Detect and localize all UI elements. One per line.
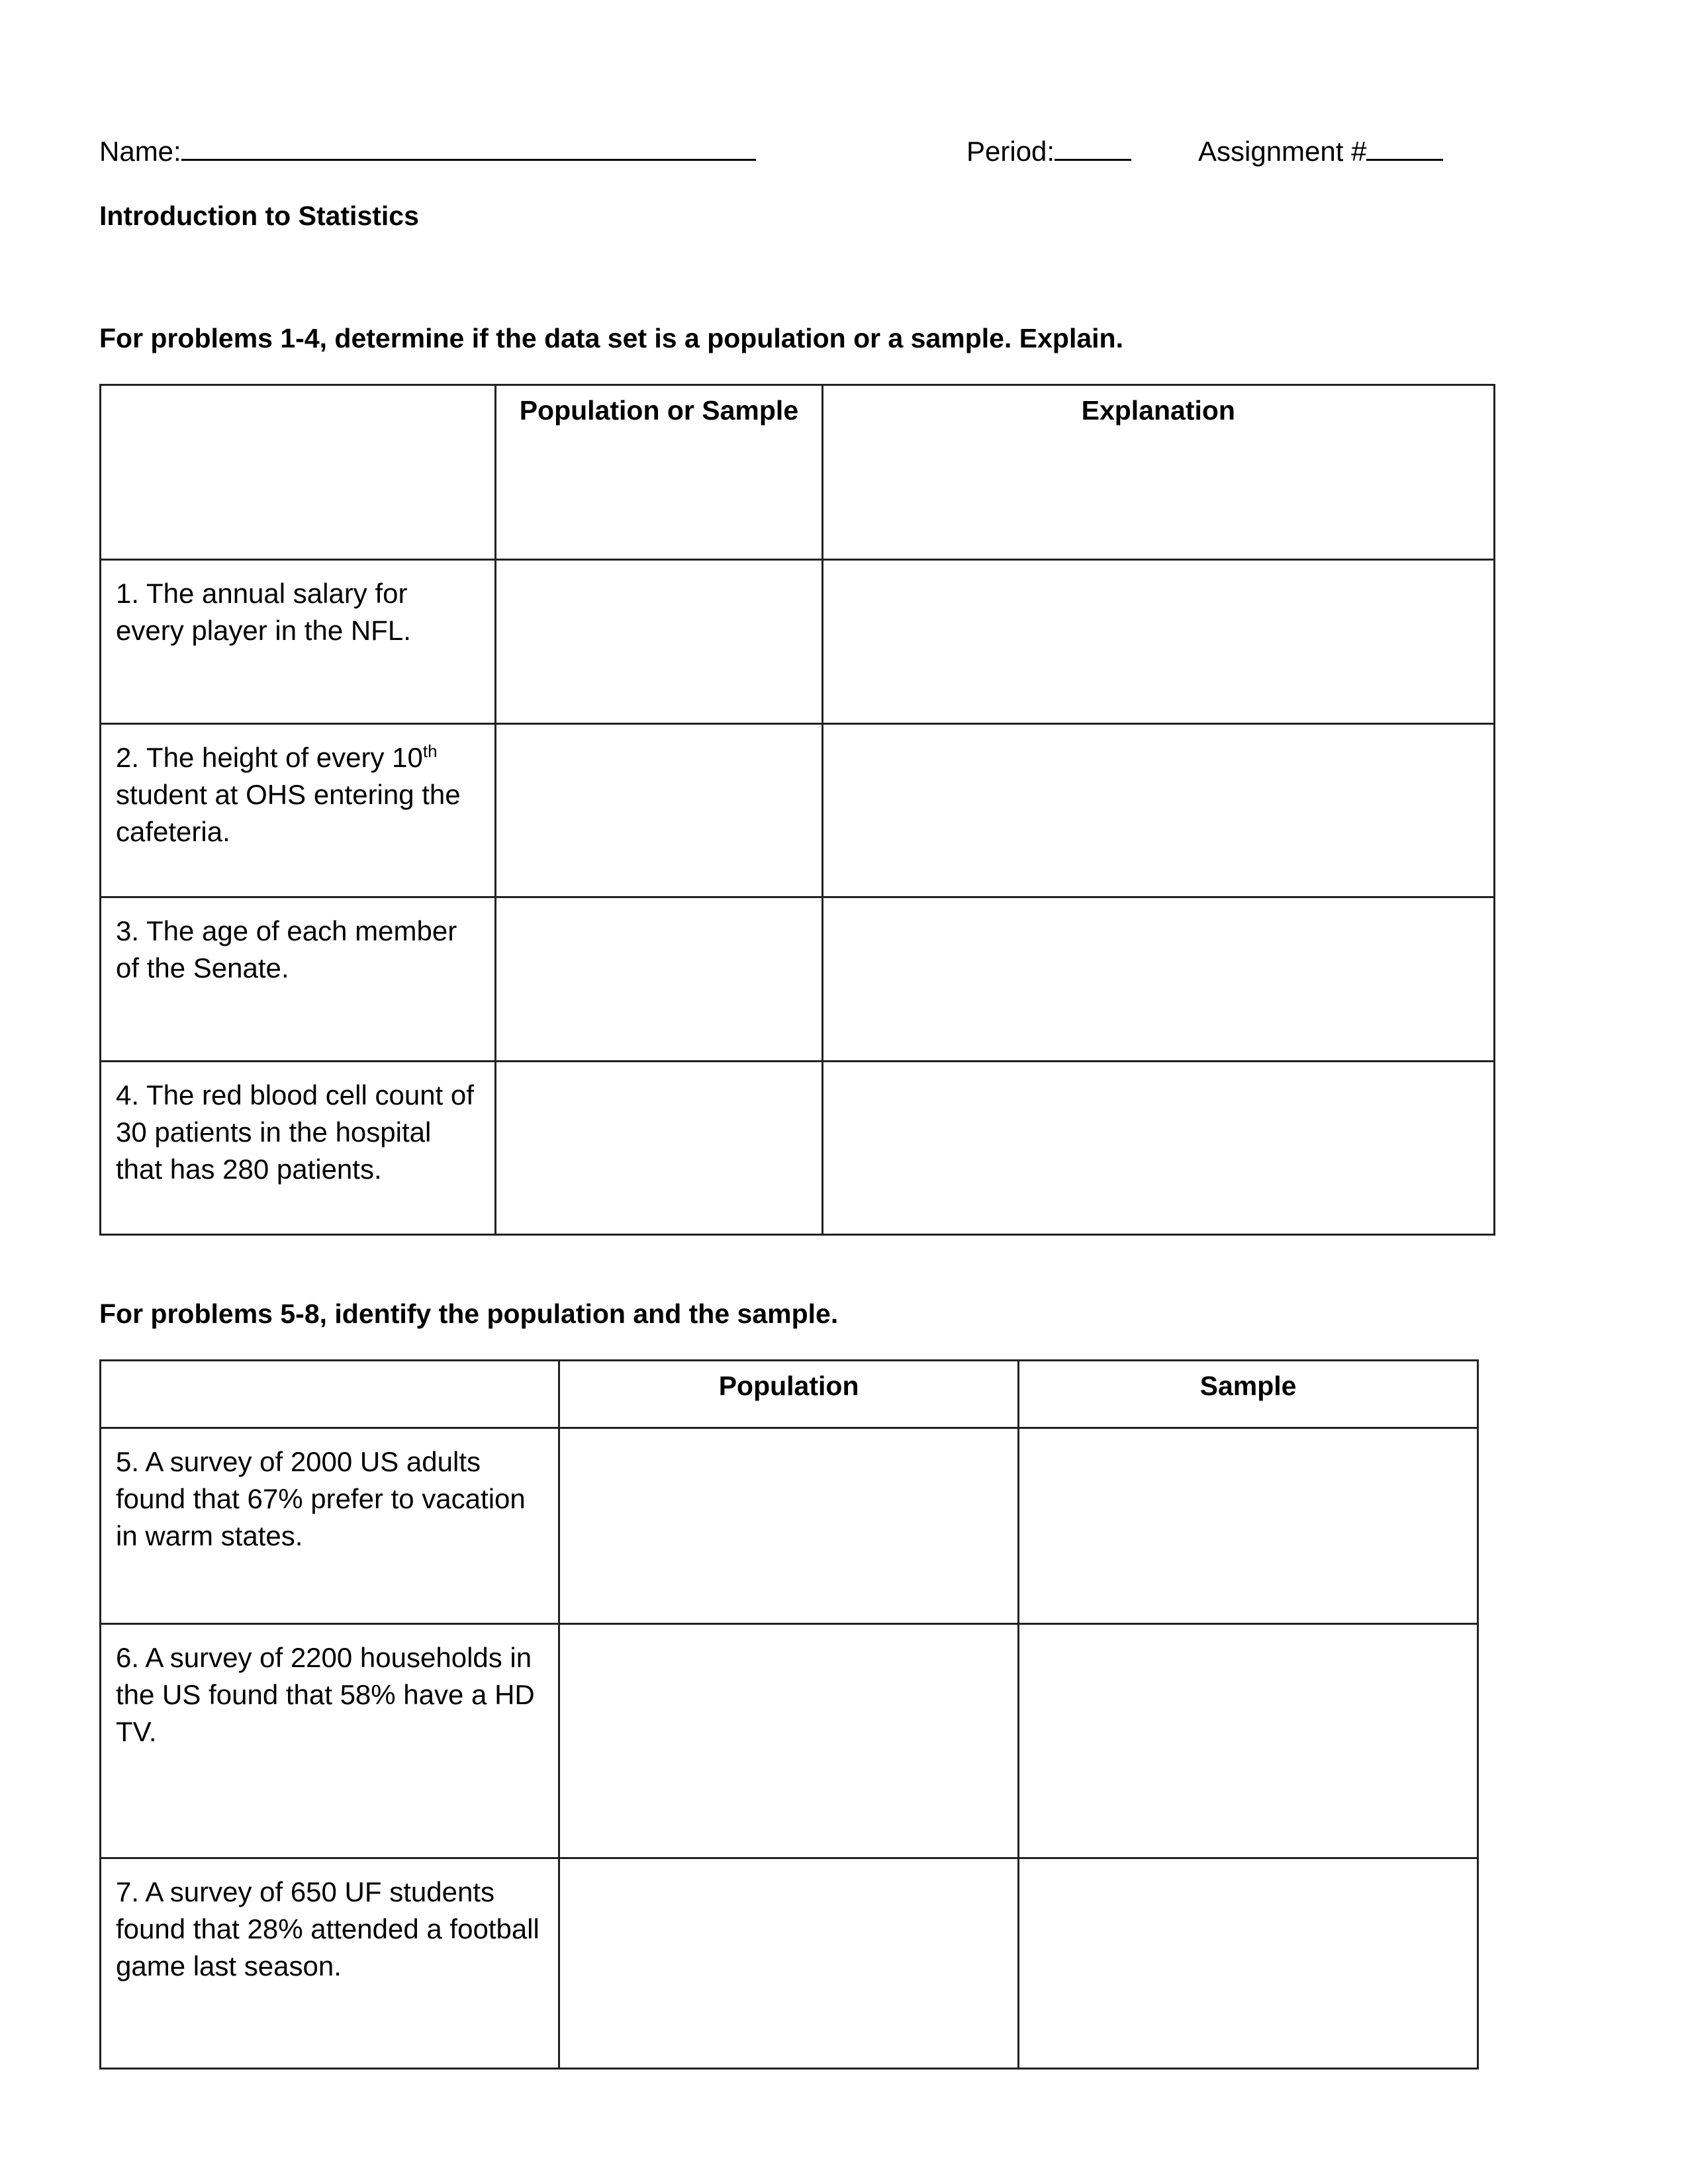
problem-5-sample-cell[interactable] [1019,1428,1478,1624]
period-field[interactable] [966,136,1131,167]
problem-1-text: 1. The annual salary for every player in the NFL. [101,560,496,724]
table-row [101,560,1495,724]
sample-header: Sample [1019,1361,1478,1428]
problem-3-explanation-cell[interactable] [822,897,1494,1062]
table-row [101,1858,1478,2069]
period-blank[interactable] [1055,136,1131,161]
name-label: Name: [99,136,181,167]
problem-7-sample-cell[interactable] [1019,1858,1478,2069]
problem-4-text: 4. The red blood cell count of 30 patients in the hospital that has 280 patients. [101,1062,496,1235]
table-row [101,1428,1478,1624]
explanation-header: Explanation [822,385,1494,560]
problem-2-text-end: student at OHS entering the cafeteria. [116,779,461,847]
assignment-label: Assignment # [1198,136,1367,167]
problem-2-text [101,724,496,897]
problem-6-sample-cell[interactable] [1019,1624,1478,1858]
table-row [101,897,1495,1062]
assignment-blank[interactable] [1366,136,1443,161]
problem-2-answer-cell[interactable] [496,724,822,897]
name-field[interactable] [99,136,756,167]
period-label: Period: [966,136,1055,167]
problem-5-text: 5. A survey of 2000 US adults found that 67% prefer to vacation in warm states. [101,1428,559,1624]
population-or-sample-header: Population or Sample [496,385,822,560]
problem-3-text: 3. The age of each member of the Senate. [101,897,496,1062]
table-row [101,1624,1478,1858]
table-header-row [101,385,1495,560]
page-title: Introduction to Statistics [99,201,419,231]
problem-6-population-cell[interactable] [559,1624,1019,1858]
population-header: Population [559,1361,1019,1428]
population-or-sample-table [99,384,1495,1236]
population-and-sample-table [99,1359,1479,2070]
empty-header-cell [101,385,496,560]
ordinal-superscript: th [422,741,438,761]
problem-6-text: 6. A survey of 2200 households in the US found that 58% have a HD TV. [101,1624,559,1858]
table-row [101,1062,1495,1235]
section1-instructions: For problems 1-4, determine if the data set is a population or a sample. Explain. [99,323,1123,353]
problem-4-answer-cell[interactable] [496,1062,822,1235]
problem-2-explanation-cell[interactable] [822,724,1494,897]
problem-5-population-cell[interactable] [559,1428,1019,1624]
problem-1-answer-cell[interactable] [496,560,822,724]
problem-3-answer-cell[interactable] [496,897,822,1062]
empty-header-cell [101,1361,559,1428]
problem-2-text-start: 2. The height of every 10 [116,742,423,773]
problem-1-explanation-cell[interactable] [822,560,1494,724]
problem-7-text: 7. A survey of 650 UF students found that 28% attended a football game last season. [101,1858,559,2069]
table-header-row [101,1361,1478,1428]
problem-7-population-cell[interactable] [559,1858,1019,2069]
section2-instructions: For problems 5-8, identify the population and the sample. [99,1298,839,1329]
assignment-field[interactable] [1198,136,1443,167]
name-blank[interactable] [181,136,756,161]
table-row [101,724,1495,897]
problem-4-explanation-cell[interactable] [822,1062,1494,1235]
